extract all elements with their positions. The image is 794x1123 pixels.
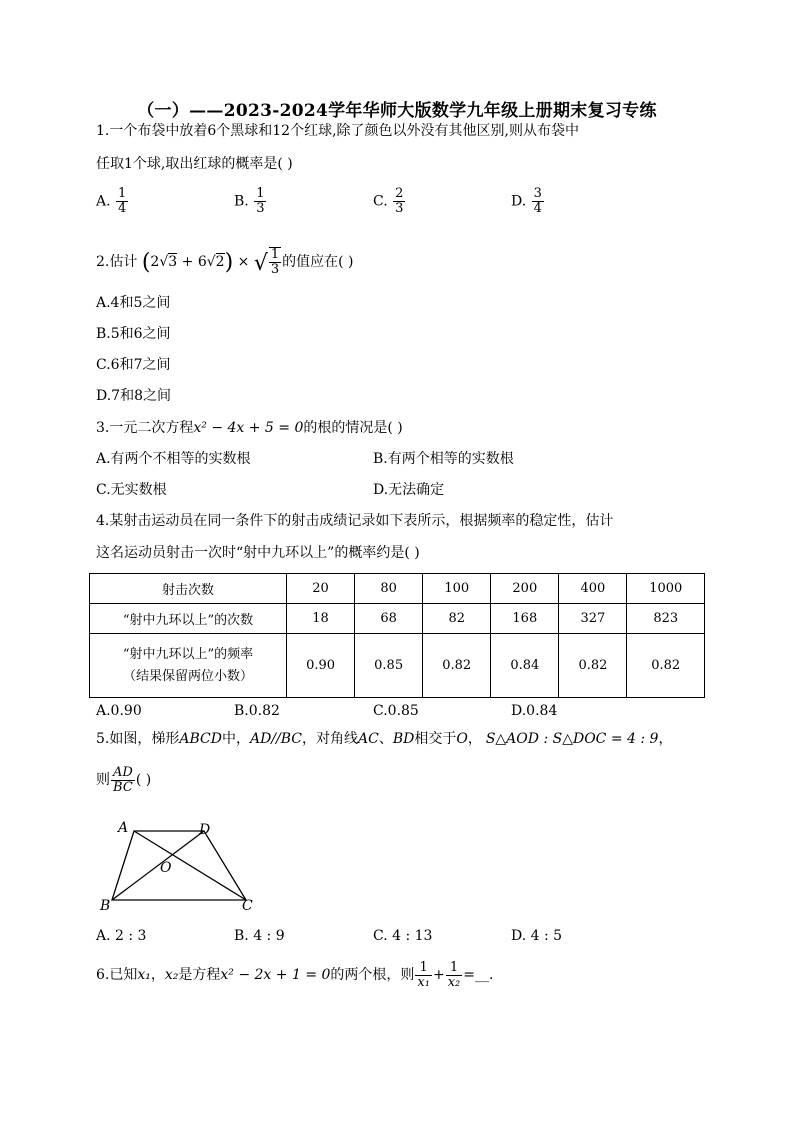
label-c: C bbox=[242, 898, 253, 913]
fraction: $\frac{1}{3}$ bbox=[270, 247, 280, 277]
label-a: A bbox=[118, 820, 129, 836]
table-cell: 327 bbox=[559, 604, 627, 634]
q1-option-a: A. $\frac{1}{4}$ bbox=[96, 186, 127, 216]
q3-text: 3.一元二次方程x² − 4x + 5 = 0的根的情况是( ) bbox=[96, 420, 403, 436]
q4-text-line2: 这名运动员射击一次时“射中九环以上”的概率约是( ) bbox=[96, 545, 420, 561]
table-cell: 80 bbox=[355, 574, 423, 604]
q1-option-d: D. $\frac{3}{4}$ bbox=[511, 186, 542, 216]
q3-option-a: A.有两个不相等的实数根 bbox=[96, 451, 251, 467]
table-cell: 20 bbox=[287, 574, 355, 604]
q1-option-b: B. $\frac{1}{3}$ bbox=[234, 186, 265, 216]
q4-option-a: A.0.90 bbox=[96, 703, 142, 719]
table-header-shots: 射击次数 bbox=[90, 574, 287, 604]
table-cell: 18 bbox=[287, 604, 355, 634]
table-header-hits: “射中九环以上”的次数 bbox=[90, 604, 287, 634]
label-b: B bbox=[100, 898, 111, 913]
fraction: $\frac{3}{4}$ bbox=[533, 186, 542, 216]
q1-text-line2: 任取1个球,取出红球的概率是( ) bbox=[96, 156, 293, 172]
table-cell: 0.84 bbox=[491, 634, 559, 698]
trapezoid-outline bbox=[112, 831, 246, 900]
q5-option-b: B. 4 : 9 bbox=[234, 928, 285, 944]
fraction: $\frac{1}{\text{x₂}}$ bbox=[447, 959, 461, 990]
table-cell: 400 bbox=[559, 574, 627, 604]
q5-option-d: D. 4 : 5 bbox=[511, 928, 563, 944]
label-d: D bbox=[199, 822, 211, 838]
table-cell: 82 bbox=[423, 604, 491, 634]
q5-text-line1: 5.如图，梯形ABCD中，AD//BC，对角线AC、BD相交于O， S△AOD : S△DOC = 4 : 9， bbox=[96, 731, 673, 747]
table-row bbox=[90, 634, 705, 698]
q4-option-d: D.0.84 bbox=[511, 703, 558, 719]
page-title: （一）——2023-2024学年华师大版数学九年级上册期末复习专练 bbox=[137, 101, 657, 121]
table-cell: 0.90 bbox=[287, 634, 355, 698]
table-cell: 168 bbox=[491, 604, 559, 634]
q5-text-line2: 则 $\frac{AD}{BC}$ ( ) bbox=[96, 764, 152, 795]
q6-text: 6.已知x₁，x₂是方程x² − 2x + 1 = 0的两个根，则 $\frac{1}{\text{x₁}}$ + $\frac{1}{\text{x₂}}$ =__. bbox=[96, 959, 494, 990]
table-cell: 823 bbox=[627, 604, 705, 634]
table-cell: 100 bbox=[423, 574, 491, 604]
q2-option-b: B.5和6之间 bbox=[96, 326, 171, 342]
table-cell: 0.85 bbox=[355, 634, 423, 698]
frequency-table bbox=[89, 573, 705, 698]
q2-option-d: D.7和8之间 bbox=[96, 388, 171, 404]
q3-option-c: C.无实数根 bbox=[96, 482, 167, 498]
table-cell: 0.82 bbox=[559, 634, 627, 698]
fraction: $\frac{2}{3}$ bbox=[395, 186, 404, 216]
q4-text-line1: 4.某射击运动员在同一条件下的射击成绩记录如下表所示，根据频率的稳定性，估计 bbox=[96, 513, 614, 529]
table-cell: 0.82 bbox=[627, 634, 705, 698]
table-cell: 68 bbox=[355, 604, 423, 634]
q1-option-c: C. $\frac{2}{3}$ bbox=[373, 186, 404, 216]
q4-option-c: C.0.85 bbox=[373, 703, 419, 719]
q1-text-line1: 1.一个布袋中放着6个黑球和12个红球,除了颜色以外没有其他区别,则从布袋中 bbox=[96, 123, 579, 139]
q3-option-b: B.有两个相等的实数根 bbox=[373, 451, 514, 467]
table-cell: 1000 bbox=[627, 574, 705, 604]
q2-option-a: A.4和5之间 bbox=[96, 295, 171, 311]
table-row bbox=[90, 574, 705, 604]
q5-option-c: C. 4 : 13 bbox=[373, 928, 433, 944]
q2-option-c: C.6和7之间 bbox=[96, 357, 171, 373]
trapezoid-figure bbox=[96, 818, 266, 913]
fraction: $\frac{AD}{BC}$ bbox=[113, 764, 133, 795]
fraction: $\frac{1}{4}$ bbox=[118, 186, 127, 216]
fraction: $\frac{1}{\text{x₁}}$ bbox=[417, 959, 430, 990]
table-cell: 0.82 bbox=[423, 634, 491, 698]
table-cell: 200 bbox=[491, 574, 559, 604]
q5-option-a: A. 2 : 3 bbox=[96, 928, 147, 944]
q2-text: 2.估计 (2√3 + 6√2) × √ $\frac{1}{3}$ 的值应在( ) bbox=[96, 247, 354, 277]
table-header-frequency: “射中九环以上”的频率 （结果保留两位小数） bbox=[90, 634, 287, 698]
q4-option-b: B.0.82 bbox=[234, 703, 280, 719]
q3-option-d: D.无法确定 bbox=[373, 482, 445, 498]
fraction: $\frac{1}{3}$ bbox=[256, 186, 265, 216]
table-row bbox=[90, 604, 705, 634]
label-o: O bbox=[160, 860, 172, 876]
